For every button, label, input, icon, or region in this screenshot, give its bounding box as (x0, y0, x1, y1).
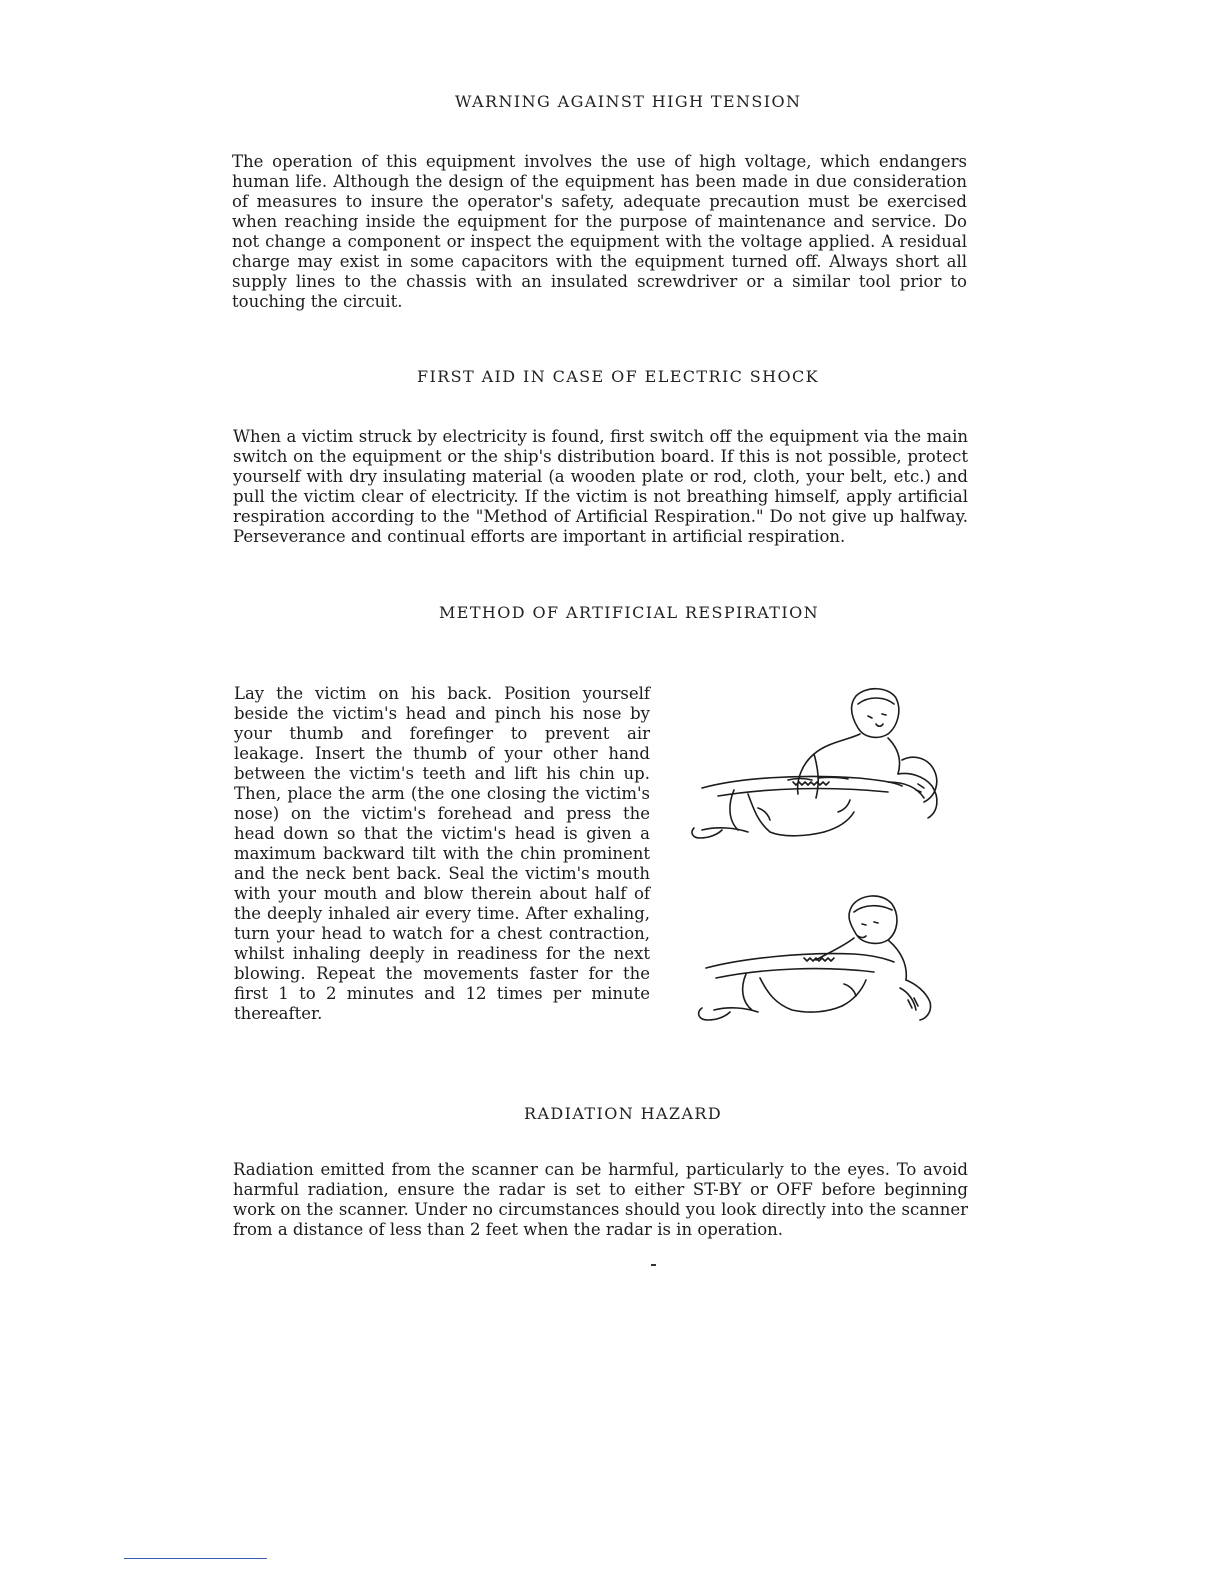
warning-heading: WARNING AGAINST HIGH TENSION (455, 92, 802, 111)
respiration-paragraph: Lay the victim on his back. Position yourself beside the victim's head and pinch his nose by your thumb and forefinger to prevent air leakage. Insert the thumb of your other hand between the victim's teeth and lift his chin up. Then, place the arm (the one closing the victim's nose) on the victim's forehead and press the head down so that the victim's head is given a maximum backward tilt with the chin prominent and the neck bent back. Seal the victim's mouth with your mouth and blow therein about half of the deeply inhaled air every time. After exhaling, turn your head to watch for a chest contraction, whilst inhaling deeply in readiness for the next blowing. Repeat the movements faster for the first 1 to 2 minutes and 12 times per minute thereafter. (234, 684, 650, 1023)
first-aid-paragraph: When a victim struck by electricity is found, first switch off the equipment via the main switch on the equipment or the ship's distribution board. If this is not possible, protect yourself with dry insulating material (a wooden plate or rod, cloth, your belt, etc.) and pull the victim clear of electricity. If the victim is not breathing himself, apply artificial respiration according to the "Method of Artificial Respiration." Do not give up halfway. Perseverance and continual efforts are important in artificial respiration. (233, 427, 968, 546)
figure-two-drawing (694, 888, 944, 1034)
respiration-heading: METHOD OF ARTIFICIAL RESPIRATION (439, 603, 819, 622)
scan-speck (651, 1264, 656, 1266)
figure-one-drawing (688, 682, 963, 844)
radiation-paragraph: Radiation emitted from the scanner can be harmful, particularly to the eyes. To avoid harmful radiation, ensure the radar is set to either ST-BY or OFF before beginning work on the scanner. Under no circumstances should you look directly into the scanner from a distance of less than 2 feet when the radar is in operation. (233, 1160, 968, 1239)
footnote-rule (124, 1558, 267, 1559)
radiation-heading: RADIATION HAZARD (524, 1104, 723, 1123)
mouth-to-mouth-respiration-illustration (694, 888, 944, 1034)
warning-paragraph: The operation of this equipment involves the use of high voltage, which endangers human life. Although the design of the equipment has been made in due consideration of measures to insure the operator's safety, adequate precaution must be exercised when reaching inside the equipment for the purpose of maintenance and service. Do not change a component or inspect the equipment with the voltage applied. A residual charge may exist in some capacitors with the equipment turned off. Always short all supply lines to the chassis with an insulated screwdriver or a similar tool prior to touching the circuit. (232, 152, 967, 311)
first-aid-heading: FIRST AID IN CASE OF ELECTRIC SHOCK (417, 367, 820, 386)
rescuer-tilting-victim-head-illustration (688, 682, 963, 844)
